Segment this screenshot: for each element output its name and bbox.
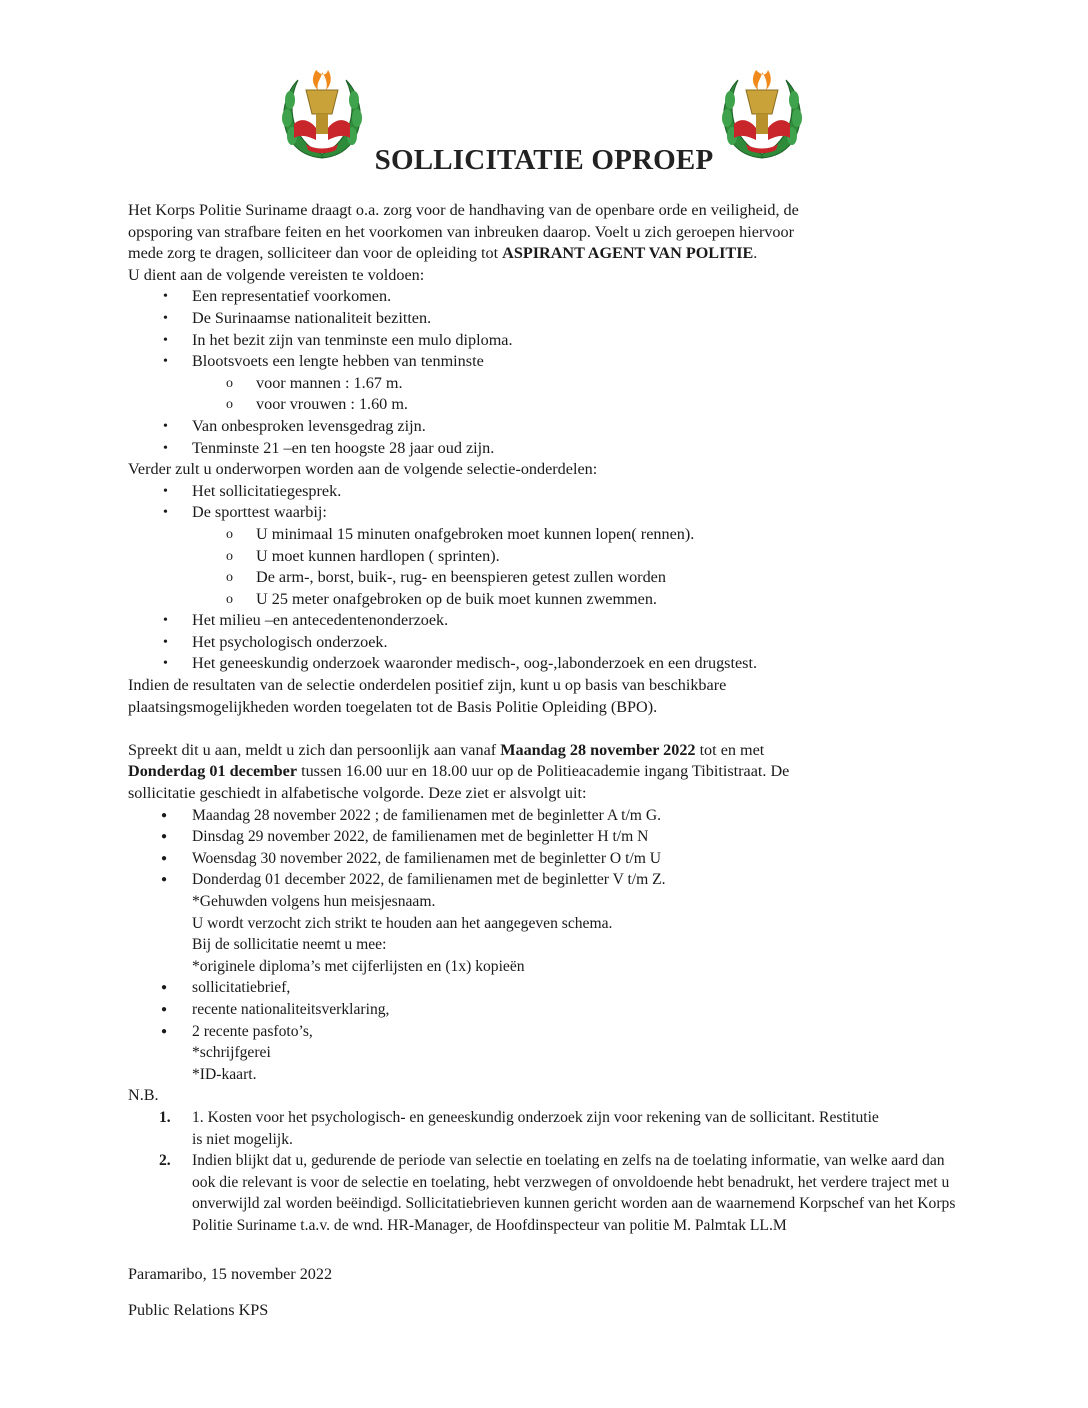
height-list (192, 373, 968, 416)
list-item: o U moet kunnen hardlopen ( sprinten). (192, 546, 968, 568)
list-item: o voor vrouwen : 1.60 m. (192, 394, 968, 416)
apply-paragraph (128, 740, 808, 805)
selection-heading: Verder zult u onderworpen worden aan de volgende selectie-onderdelen: (128, 460, 598, 479)
apply-text-1: Spreekt dit u aan, meldt u zich dan persoonlijk aan vanaf (128, 740, 501, 759)
nb-number: 2. (159, 1152, 171, 1170)
intro-bold: ASPIRANT AGENT VAN POLITIE (502, 244, 754, 263)
bring-item: ● 2 recente pasfoto’s, (128, 1021, 968, 1043)
apply-text-2: tot en met (695, 740, 765, 759)
apply-end-date: Donderdag 01 december (128, 762, 298, 781)
intro-paragraph (128, 200, 808, 265)
requirements-list (128, 286, 968, 459)
schedule-item: ● Maandag 28 november 2022 ; de familienamen met de beginletter A t/m G. (128, 805, 968, 827)
bring-item: ● recente nationaliteitsverklaring, (128, 999, 968, 1021)
nb-label: N.B. (128, 1086, 159, 1105)
bring-extra: *schrijfgerei (192, 1044, 271, 1062)
schedule-list (128, 805, 968, 1086)
list-item: o U 25 meter onafgebroken op de buik moet kunnen zwemmen. (192, 589, 968, 611)
list-item: • De Surinaamse nationaliteit bezitten. (128, 308, 968, 330)
schedule-item: ● Dinsdag 29 november 2022, de familienamen met de beginletter H t/m N (128, 826, 968, 848)
list-item: • Van onbesproken levensgedrag zijn. (128, 416, 968, 438)
schedule-note: U wordt verzocht zich strikt te houden aan het aangegeven schema. (192, 914, 613, 932)
body-text (128, 200, 968, 1237)
list-item: • In het bezit zijn van tenminste een mulo diploma. (128, 330, 968, 352)
page-title: SOLLICITATIE OPROEP (374, 144, 714, 176)
schedule-note: *originele diploma’s met cijferlijsten en (1x) kopieën (192, 957, 525, 975)
nb-list (128, 1107, 968, 1237)
nb-item (128, 1150, 962, 1236)
sport-test-label: De sporttest waarbij: (192, 503, 327, 522)
bring-extra: *ID-kaart. (192, 1065, 257, 1083)
list-item: • Het psychologisch onderzoek. (128, 632, 968, 654)
height-requirement-label: Blootsvoets een lengte hebben van tenminste (192, 352, 484, 371)
list-item: o De arm-, borst, buik-, rug- en beenspieren getest zullen worden (192, 567, 968, 589)
nb-item (128, 1107, 892, 1150)
sport-test-list (192, 524, 968, 610)
nb-text: Indien blijkt dat u, gedurende de periode van selectie en toelating en zelfs na de toelating informatie, van welke aard dan ook die relevant is voor de selectie en toelating, hebt verzwegen of onvoldoende hebt benadrukt, het verdere traject met u onverwijld zal worden beëindigd. Sollicitatiebrieven kunnen gericht worden aan de waarnemend Korpschef van het Korps Politie Suriname t.a.v. de wnd. HR-Manager, de Hoofdinspecteur van politie M. Palmtak LL.M (192, 1152, 956, 1234)
list-item: o U minimaal 15 minuten onafgebroken moet kunnen lopen( rennen). (192, 524, 968, 546)
schedule-item: ● Woensdag 30 november 2022, de familienamen met de beginletter O t/m U (128, 848, 968, 870)
place-date: Paramaribo, 15 november 2022 (128, 1265, 333, 1283)
list-item: • Het geneeskundig onderzoek waaronder medisch-, oog-,labonderzoek en een drugstest. (128, 653, 968, 675)
list-item: • Het milieu –en antecedentenonderzoek. (128, 610, 968, 632)
results-paragraph: Indien de resultaten van de selectie onderdelen positief zijn, kunt u op basis van beschikbare plaatsingsmogelijkheden worden toegelaten tot de Basis Politie Opleiding (BPO). (128, 676, 727, 716)
list-item: o voor mannen : 1.67 m. (192, 373, 968, 395)
list-item (128, 351, 968, 416)
schedule-note: Bij de sollicitatie neemt u mee: (192, 936, 387, 954)
bring-item: ● sollicitatiebrief, (128, 977, 968, 999)
list-item: • Tenminste 21 –en ten hoogste 28 jaar oud zijn. (128, 438, 968, 460)
signature: Public Relations KPS (128, 1301, 269, 1319)
intro-text: Het Korps Politie Suriname draagt o.a. zorg voor de handhaving van de openbare orde en veiligheid, de opsporing van strafbare feiten en het voorkomen van inbreuken daarop. Voelt u zich geroepen hiervoor mede zorg te dragen, solliciteer dan voor de opleiding tot (128, 201, 799, 263)
apply-text-3: tussen 16.00 uur en 18.00 uur op de Politieacademie ingang Tibitistraat. De sollicitatie geschiedt in alfabetische volgorde. Deze ziet er alsvolgt uit: (128, 762, 790, 803)
requirements-heading: U dient aan de volgende vereisten te voldoen: (128, 265, 425, 284)
nb-text: 1. Kosten voor het psychologisch- en geneeskundig onderzoek zijn voor rekening van de sollicitant. Restitutie is niet mogelijk. (192, 1108, 879, 1148)
apply-start-date: Maandag 28 november 2022 (500, 740, 696, 759)
intro-end: . (753, 244, 758, 263)
schedule-item: ● Donderdag 01 december 2022, de familienamen met de beginletter V t/m Z. (128, 869, 968, 891)
spacer (128, 718, 968, 740)
selection-list (128, 481, 968, 675)
list-item (128, 502, 968, 610)
nb-number: 1. (159, 1108, 171, 1126)
list-item: • Een representatief voorkomen. (128, 286, 968, 308)
schedule-note: *Gehuwden volgens hun meisjesnaam. (192, 893, 436, 910)
list-item: • Het sollicitatiegesprek. (128, 481, 968, 503)
